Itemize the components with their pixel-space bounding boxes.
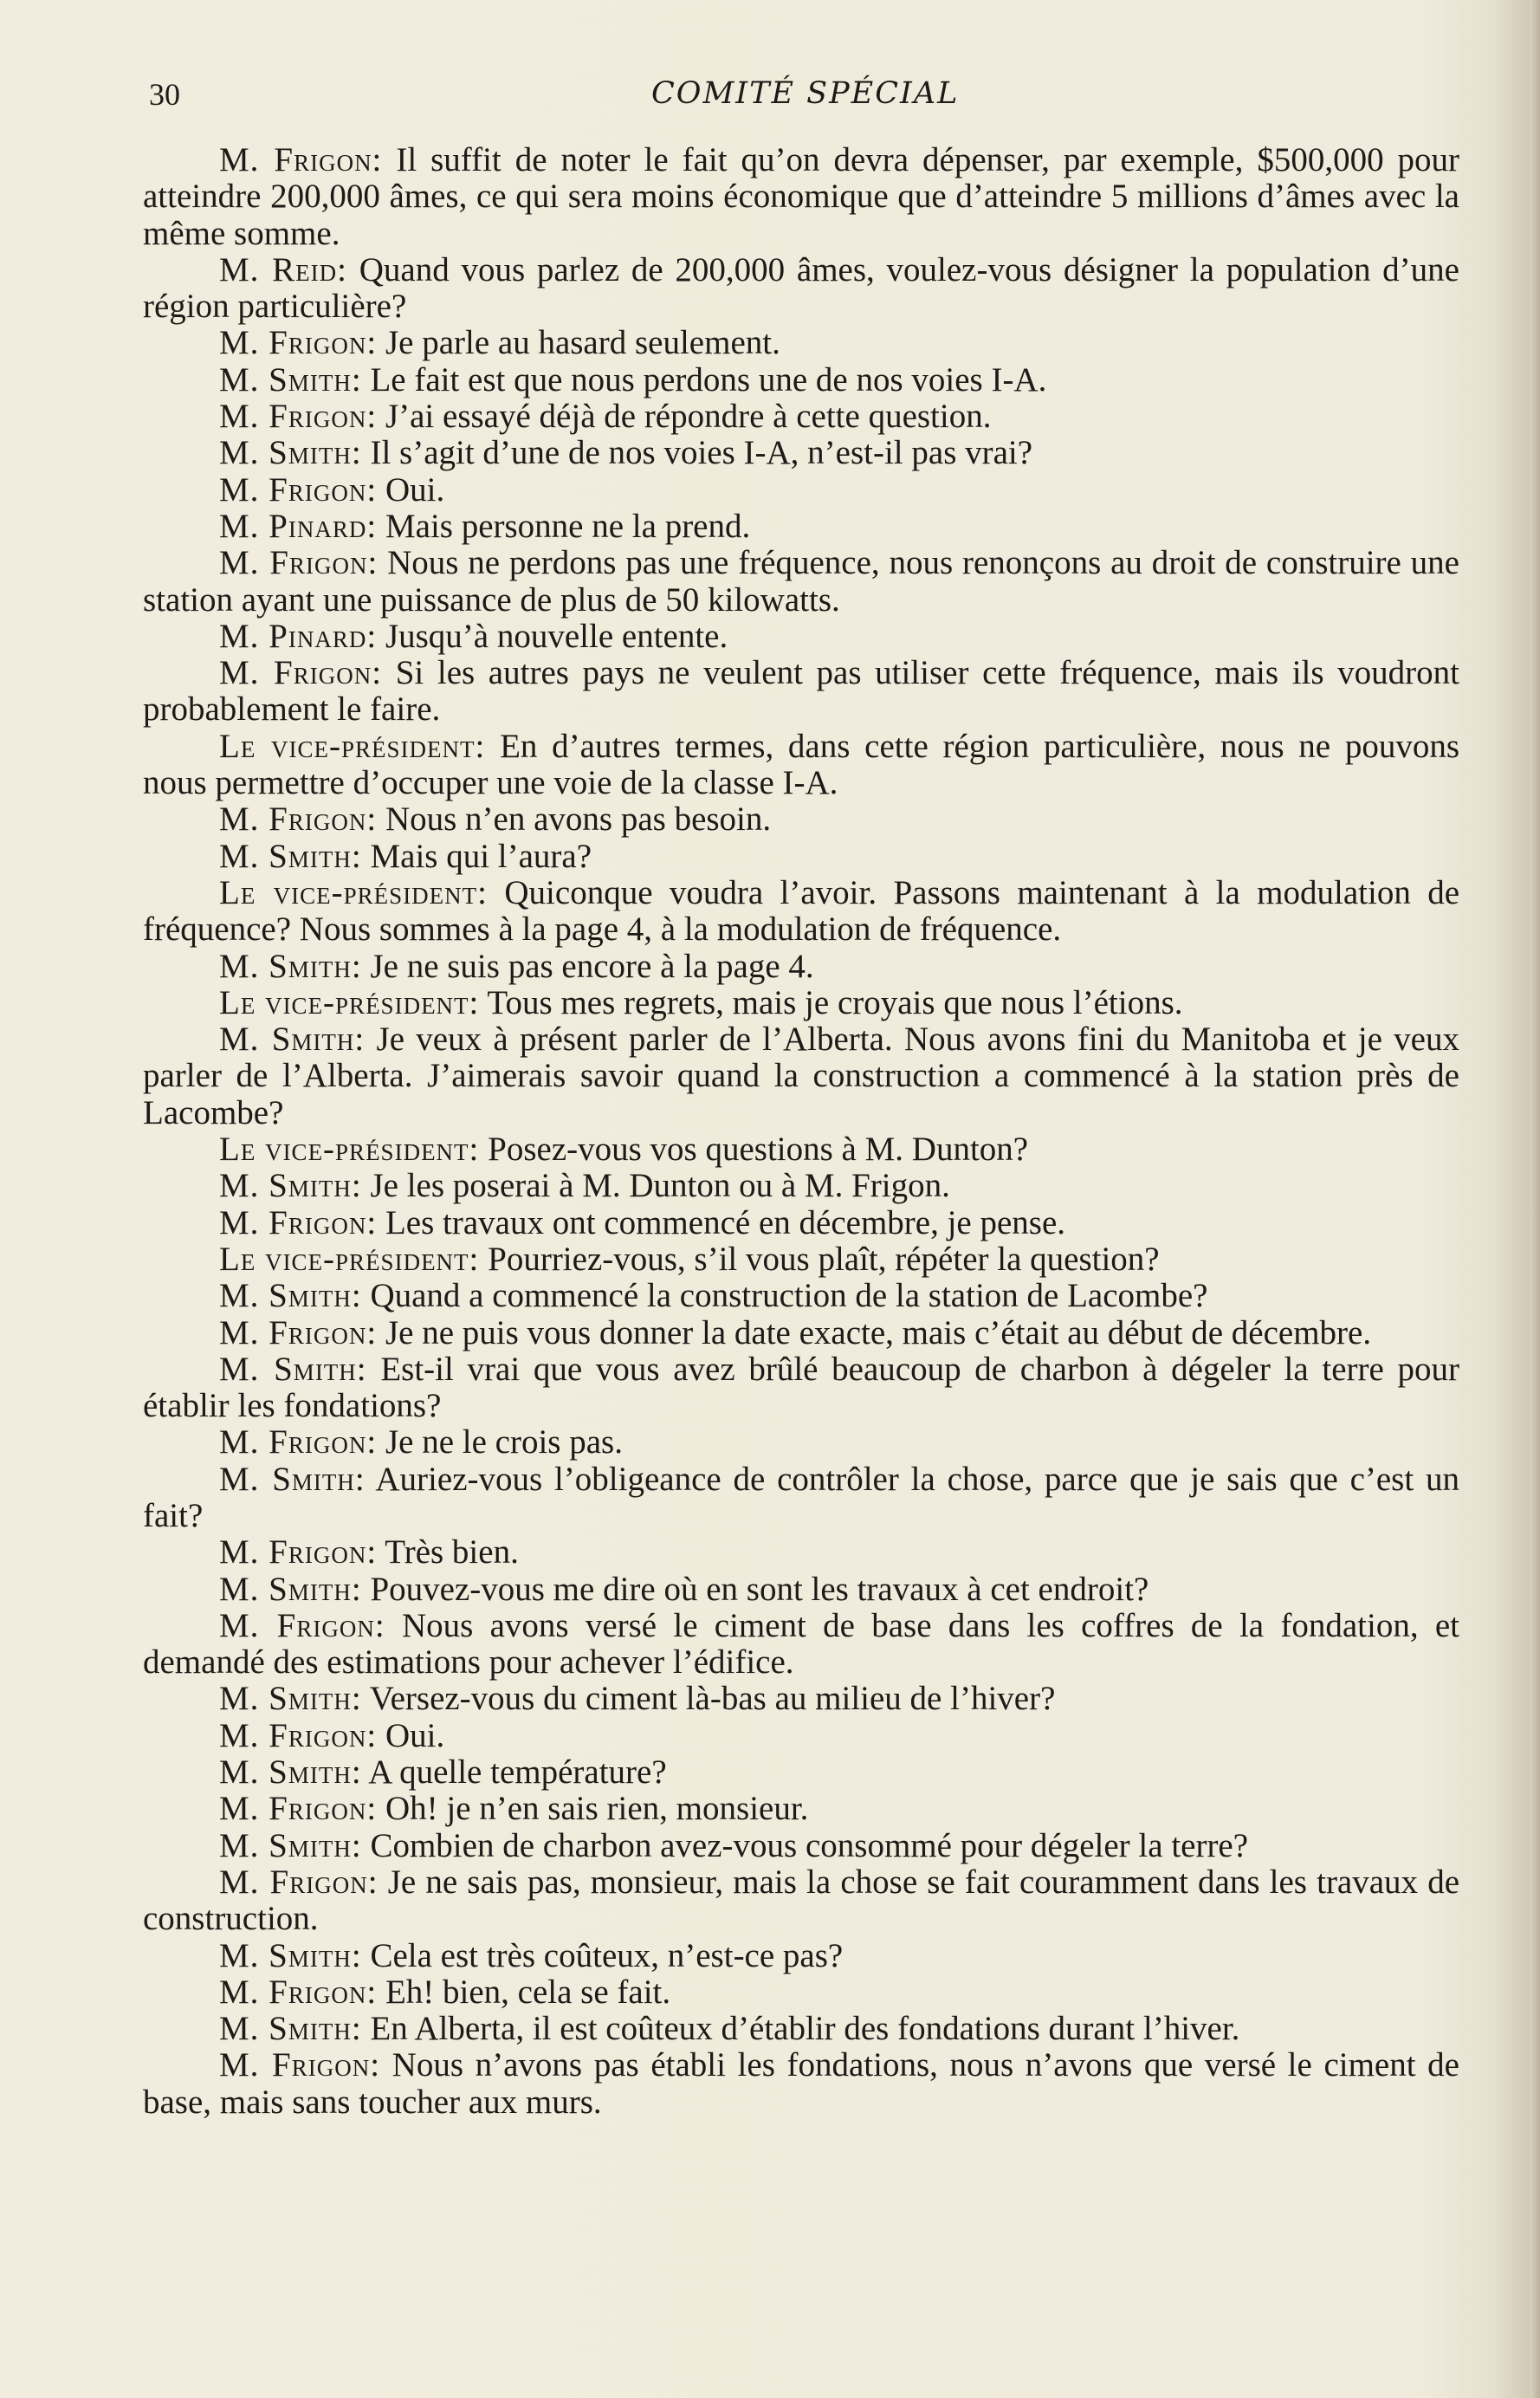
speaker-label: M. Frigon:	[219, 1606, 385, 1644]
speech-text: Combien de charbon avez-vous consommé pour dégeler la terre?	[361, 1826, 1249, 1864]
transcript-body	[143, 142, 1459, 2121]
transcript-paragraph	[143, 1241, 1459, 1278]
speech-text: Je veux à présent parler de l’Alberta. Nous avons fini du Manitoba et je veux parler de l’Alberta. J’aimerais savoir quand la construction a commencé à la station près de Lacombe?	[143, 1021, 1459, 1131]
transcript-paragraph	[143, 1828, 1459, 1864]
transcript-paragraph	[143, 545, 1459, 619]
speaker-label: Le vice-président:	[219, 1240, 480, 1278]
speech-text: Auriez-vous l’obligeance de contrôler la chose, parce que je sais que c’est un fait?	[143, 1460, 1459, 1534]
transcript-paragraph	[143, 1572, 1459, 1608]
speaker-label: M. Reid:	[219, 250, 347, 288]
speaker-label: M. Pinard:	[219, 617, 378, 655]
transcript-paragraph	[143, 949, 1459, 985]
speech-text: Je ne puis vous donner la date exacte, mais c’était au début de décembre.	[377, 1313, 1372, 1351]
speech-text: Mais personne ne la prend.	[377, 507, 751, 545]
speech-text: J’ai essayé déjà de répondre à cette question.	[377, 398, 992, 436]
transcript-paragraph	[143, 1718, 1459, 1754]
speech-text: Nous avons versé le ciment de base dans les coffres de la fondation, et demandé des estimations pour achever l’édifice.	[143, 1606, 1459, 1682]
speech-text: Très bien.	[377, 1533, 519, 1572]
speaker-label: M. Smith:	[219, 837, 362, 875]
speech-text: En d’autres termes, dans cette région particulière, nous ne pouvons nous permettre d’occuper une voie de la classe I-A.	[143, 727, 1460, 802]
transcript-paragraph	[143, 2047, 1459, 2121]
transcript-paragraph	[143, 801, 1459, 838]
transcript-paragraph	[143, 1974, 1459, 2011]
speaker-label: Le vice-président:	[219, 983, 480, 1021]
speaker-label: M. Smith:	[219, 1167, 362, 1205]
transcript-paragraph	[143, 1938, 1459, 1974]
transcript-paragraph	[143, 1681, 1459, 1717]
speech-text: Nous n’avons pas établi les fondations, nous n’avons que versé le ciment de base, mais sans toucher aux murs.	[143, 2046, 1459, 2121]
transcript-paragraph	[143, 1534, 1459, 1571]
speaker-label: M. Frigon:	[219, 1863, 379, 1901]
speaker-label: M. Smith:	[219, 1680, 362, 1718]
speech-text: Les travaux ont commencé en décembre, je pense.	[377, 1203, 1066, 1241]
speech-text: Je ne sais pas, monsieur, mais la chose se fait couramment dans les travaux de construction.	[143, 1863, 1459, 1938]
speaker-label: M. Frigon:	[219, 324, 378, 362]
speech-text: Je ne suis pas encore à la page 4.	[361, 947, 814, 985]
speech-text: Nous ne perdons pas une fréquence, nous renonçons au droit de construire une station ayant une puissance de plus de 50 kilowatts.	[143, 544, 1459, 619]
transcript-paragraph	[143, 1205, 1459, 1241]
speech-text: Quiconque voudra l’avoir. Passons maintenant à la modulation de fréquence? Nous sommes à la page 4, à la modulation de fréquence.	[143, 873, 1459, 949]
speaker-label: M. Frigon:	[219, 654, 383, 692]
transcript-paragraph	[143, 362, 1459, 399]
transcript-paragraph	[143, 1864, 1459, 1938]
transcript-paragraph	[143, 875, 1459, 949]
speaker-label: M. Smith:	[219, 1350, 367, 1388]
speech-text: En Alberta, il est coûteux d’établir des fondations durant l’hiver.	[361, 2010, 1240, 2048]
speaker-label: M. Frigon:	[219, 470, 378, 509]
speaker-label: M. Frigon:	[219, 1716, 378, 1754]
transcript-paragraph	[143, 252, 1459, 326]
transcript-paragraph	[143, 1278, 1459, 1314]
speaker-label: M. Frigon:	[219, 141, 383, 178]
transcript-paragraph	[143, 1315, 1459, 1351]
speech-text: Est-il vrai que vous avez brûlé beaucoup de charbon à dégeler la terre pour établir les fondations?	[143, 1350, 1459, 1425]
speech-text: Oh! je n’en sais rien, monsieur.	[377, 1790, 809, 1828]
speaker-label: M. Smith:	[219, 360, 362, 399]
speech-text: Posez-vous vos questions à M. Dunton?	[479, 1131, 1029, 1169]
speaker-label: M. Smith:	[219, 1753, 362, 1792]
speech-text: Il suffit de noter le fait qu’on devra dépenser, par exemple, $500,000 pour atteindre 200,000 âmes, ce qui sera moins économique que d’atteindre 5 millions d’âmes avec la même somme.	[143, 141, 1460, 252]
transcript-paragraph	[143, 1351, 1459, 1425]
speaker-label: M. Smith:	[219, 1277, 362, 1315]
speaker-label: M. Frigon:	[219, 398, 378, 436]
speech-text: Oui.	[377, 1716, 445, 1754]
transcript-paragraph	[143, 1168, 1459, 1204]
transcript-paragraph	[143, 1608, 1459, 1682]
transcript-paragraph	[143, 1754, 1459, 1791]
speaker-label: M. Frigon:	[219, 1973, 378, 2011]
transcript-paragraph	[143, 1131, 1459, 1168]
speech-text: Eh! bien, cela se fait.	[377, 1973, 671, 2011]
transcript-paragraph	[143, 509, 1459, 545]
speech-text: Le fait est que nous perdons une de nos voies I-A.	[361, 360, 1047, 399]
speaker-label: M. Smith:	[219, 2010, 362, 2048]
speech-text: Quand vous parlez de 200,000 âmes, voulez-vous désigner la population d’une région particulière?	[143, 250, 1459, 326]
transcript-paragraph	[143, 399, 1459, 435]
transcript-paragraph	[143, 729, 1459, 802]
speaker-label: M. Frigon:	[219, 1533, 378, 1572]
transcript-paragraph	[143, 1021, 1459, 1131]
transcript-paragraph	[143, 655, 1459, 729]
speech-text: Mais qui l’aura?	[361, 837, 592, 875]
transcript-paragraph	[143, 985, 1459, 1021]
speech-text: Cela est très coûteux, n’est-ce pas?	[361, 1936, 844, 1974]
transcript-paragraph	[143, 1424, 1459, 1461]
speaker-label: M. Smith:	[219, 1826, 362, 1864]
page-header	[149, 76, 1448, 120]
speech-text: Si les autres pays ne veulent pas utiliser cette fréquence, mais ils voudront probablement le faire.	[143, 654, 1459, 729]
speech-text: Versez-vous du ciment là-bas au milieu de l’hiver?	[361, 1680, 1056, 1718]
speaker-label: M. Frigon:	[219, 2046, 381, 2084]
speech-text: Pouvez-vous me dire où en sont les travaux à cet endroit?	[361, 1570, 1149, 1608]
speaker-label: M. Frigon:	[219, 800, 378, 839]
speaker-label: M. Smith:	[219, 947, 362, 985]
speech-text: Oui.	[377, 470, 445, 509]
speech-text: Je les poserai à M. Dunton ou à M. Frigon.	[361, 1167, 950, 1205]
speech-text: Il s’agit d’une de nos voies I-A, n’est-il pas vrai?	[361, 434, 1033, 472]
speech-text: Je parle au hasard seulement.	[377, 324, 780, 362]
transcript-paragraph	[143, 1791, 1459, 1827]
transcript-paragraph	[143, 2011, 1459, 2047]
transcript-paragraph	[143, 142, 1459, 252]
page-edge	[1530, 0, 1540, 2398]
speaker-label: M. Smith:	[219, 1936, 362, 1974]
speaker-label: M. Frigon:	[219, 1313, 378, 1351]
speaker-label: M. Frigon:	[219, 544, 379, 582]
speech-text: Pourriez-vous, s’il vous plaît, répéter la question?	[479, 1240, 1160, 1278]
transcript-paragraph	[143, 472, 1459, 509]
speech-text: A quelle température?	[361, 1753, 667, 1792]
transcript-paragraph	[143, 839, 1459, 875]
speaker-label: M. Smith:	[219, 1570, 362, 1608]
speaker-label: M. Smith:	[219, 434, 362, 472]
running-title: COMITÉ SPÉCIAL	[651, 76, 960, 111]
speaker-label: M. Smith:	[219, 1460, 366, 1498]
transcript-paragraph	[143, 435, 1459, 471]
speaker-label: M. Frigon:	[219, 1203, 378, 1241]
speech-text: Quand a commencé la construction de la station de Lacombe?	[361, 1277, 1208, 1315]
transcript-paragraph	[143, 1461, 1459, 1535]
speaker-label: Le vice-président:	[219, 1131, 480, 1169]
transcript-paragraph	[143, 325, 1459, 361]
speech-text: Je ne le crois pas.	[377, 1423, 623, 1461]
speech-text: Nous n’en avons pas besoin.	[377, 800, 772, 839]
speaker-label: Le vice-président:	[219, 727, 486, 765]
speech-text: Tous mes regrets, mais je croyais que nous l’étions.	[479, 983, 1183, 1021]
transcript-paragraph	[143, 619, 1459, 655]
speaker-label: Le vice-président:	[219, 873, 489, 911]
speech-text: Jusqu’à nouvelle entente.	[377, 617, 728, 655]
speaker-label: M. Smith:	[219, 1021, 366, 1059]
page-number: 30	[149, 77, 180, 112]
speaker-label: M. Frigon:	[219, 1790, 378, 1828]
speaker-label: M. Frigon:	[219, 1423, 378, 1461]
speaker-label: M. Pinard:	[219, 507, 378, 545]
